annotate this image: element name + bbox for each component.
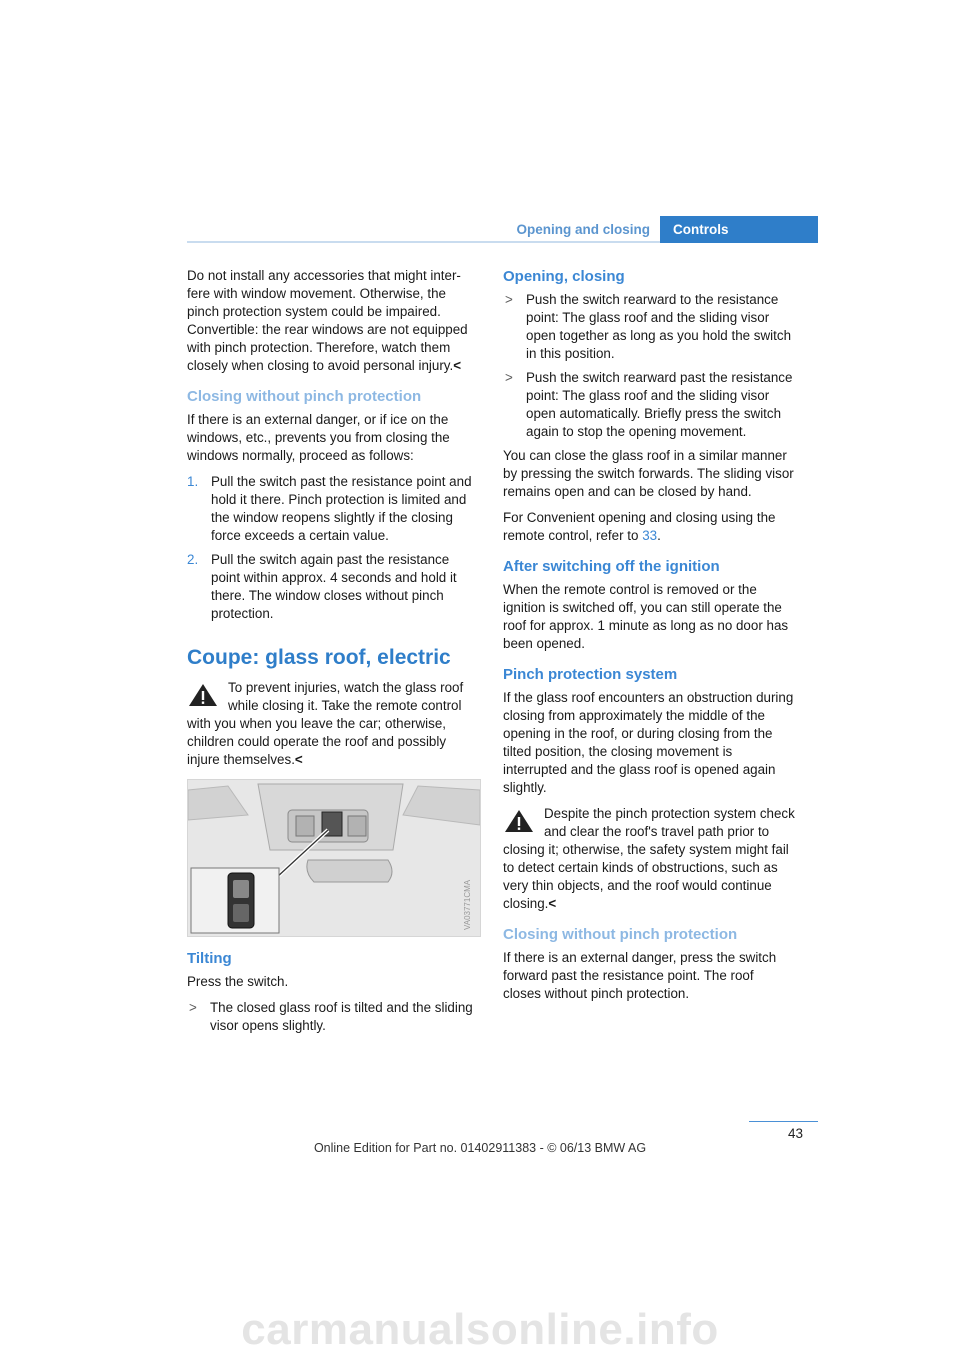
heading-pinch-protection: Pinch protection system <box>503 666 678 683</box>
watermark: carmanualsonline.info <box>241 1305 719 1354</box>
warning-text: Despite the pinch protection system check and clear the roof's travel path prior to closing it; otherwise, the safety system might fail to detect certain kinds of obstructions, such as very thin objects, and the roof would continue closing. <box>503 806 795 911</box>
right-column <box>503 267 795 1011</box>
heading-closing-without-pinch-roof: Closing without pinch protection <box>503 926 738 943</box>
tilting-paragraph: Press the switch. <box>187 974 289 989</box>
list-item <box>503 291 795 363</box>
list-text: Pull the switch again past the resistance point within approx. 4 seconds and hold it there. The window closes without pinch protection. <box>211 552 457 621</box>
list-text: Pull the switch past the resistance point and hold it there. Pinch protection is limited and the window reopens slightly if the closing force exceeds a certain value. <box>211 474 472 543</box>
warning-icon <box>187 682 219 708</box>
warning-block <box>503 805 795 913</box>
bullet-mark: > <box>505 370 513 385</box>
list-text: The closed glass roof is tilted and the sliding visor opens slightly. <box>210 1000 473 1033</box>
list-number: 1. <box>187 474 199 489</box>
footer-rule <box>749 1121 818 1122</box>
header-tab-label: Controls <box>673 222 729 237</box>
list-text: Push the switch rearward past the resistance point: The glass roof and the sliding visor open automatically. Briefly press the switch again to stop the opening movement. <box>526 370 793 439</box>
page-number: 43 <box>788 1126 804 1141</box>
list-number: 2. <box>187 552 199 567</box>
heading-closing-without-pinch: Closing without pinch protection <box>187 388 422 405</box>
roof-switch-illustration <box>188 780 480 936</box>
heading-after-ignition: After switching off the ignition <box>503 558 720 575</box>
bullet-mark: > <box>505 292 513 307</box>
figure-code: VA03771CMA <box>463 879 472 930</box>
warning-icon <box>503 808 535 834</box>
end-mark: < <box>294 752 303 767</box>
bullet-mark: > <box>189 1000 197 1015</box>
intro-paragraph: Do not install any accessories that might inter-fere with window movement. Otherwise, the pinch protection system could be impaired. Convertible: the rear windows are not equipped with pinch protection. Therefore, watch them closely when closing to avoid personal injury.< <box>187 268 468 373</box>
edition-footer: Online Edition for Part no. 01402911383 - © 06/13 BMW AG <box>313 1141 647 1155</box>
pinch-paragraph: If the glass roof encounters an obstruction during closing from approximately the middle of the opening in the roof, or during closing from the tilted position, the closing movement is interrupted and the glass roof is opened again slightly. <box>503 690 794 795</box>
heading-coupe-glass-roof: Coupe: glass roof, electric <box>187 646 451 669</box>
header-tab-controls <box>660 216 818 243</box>
after-paragraph: When the remote control is removed or the ignition is switched off, you can still operate the roof for approx. 1 minute as long as no door has been opened. <box>503 582 789 651</box>
roof-switch-figure <box>187 779 481 937</box>
page-header <box>187 216 818 243</box>
end-mark: < <box>548 896 557 911</box>
heading-tilting: Tilting <box>187 950 232 967</box>
page-reference-link[interactable]: 33 <box>642 528 658 543</box>
left-column <box>187 267 479 1041</box>
list-item <box>187 551 479 623</box>
list-item <box>187 999 479 1035</box>
list-text: Push the switch rearward to the resistance point: The glass roof and the sliding visor open together as long as you hold the switch in this position. <box>526 292 792 361</box>
end-mark: < <box>453 358 462 373</box>
header-section-title: Opening and closing <box>516 222 650 237</box>
heading-opening-closing: Opening, closing <box>503 268 625 285</box>
warning-block <box>187 679 479 769</box>
close-paragraph: You can close the glass roof in a similar manner by pressing the switch forwards. The sliding visor remains open and can be closed by hand. <box>503 448 794 499</box>
warning-text: To prevent injuries, watch the glass roof while closing it. Take the remote control with you when you leave the car; otherwise, children could operate the roof and possibly injure themselves. <box>187 680 464 767</box>
list-item <box>187 473 479 545</box>
list-item <box>503 369 795 441</box>
convenient-paragraph: For Convenient opening and closing using the remote control, refer to 33. <box>503 510 776 543</box>
closing-roof-paragraph: If there is an external danger, press the switch forward past the resistance point. The roof closes without pinch protection. <box>503 950 777 1001</box>
closing-paragraph: If there is an external danger, or if ice on the windows, etc., prevents you from closing the windows normally, proceed as follows: <box>187 412 450 463</box>
